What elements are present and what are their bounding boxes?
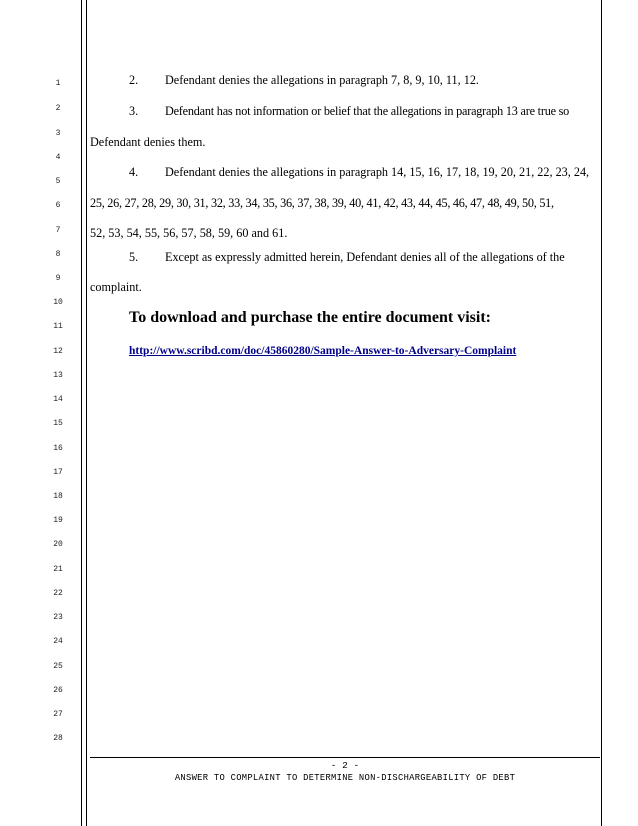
line-number: 17: [53, 468, 63, 477]
paragraph-line: 25, 26, 27, 28, 29, 30, 31, 32, 33, 34, 35, 36, 37, 38, 39, 40, 41, 42, 43, 44, 45, 46, 47, 48, 49, 50, 51,: [90, 196, 554, 210]
left-margin-rule: [86, 0, 87, 826]
right-margin-rule: [601, 0, 602, 826]
paragraph-number: 4.: [129, 165, 139, 179]
paragraph-line: Defendant denies the allegations in paragraph 7, 8, 9, 10, 11, 12.: [165, 73, 479, 87]
paragraph-line: 52, 53, 54, 55, 56, 57, 58, 59, 60 and 61.: [90, 226, 288, 240]
page-number: - 2 -: [330, 760, 360, 771]
line-number: 25: [53, 662, 63, 671]
footer-rule: [90, 757, 600, 758]
line-number: 14: [53, 395, 63, 404]
line-number: 5: [55, 177, 61, 186]
line-number: 9: [55, 274, 61, 283]
line-number: 2: [55, 104, 61, 113]
line-number: 21: [53, 565, 63, 574]
paragraph-line: Defendant denies the allegations in paragraph 14, 15, 16, 17, 18, 19, 20, 21, 22, 23, 24,: [165, 165, 590, 179]
paragraph-number: 2.: [129, 73, 139, 87]
paragraph-line: Except as expressly admitted herein, Defendant denies all of the allegations of the: [165, 250, 565, 264]
download-heading: To download and purchase the entire document visit:: [129, 309, 491, 326]
line-number: 19: [53, 516, 63, 525]
paragraph-number: 5.: [129, 250, 139, 264]
line-number: 10: [53, 298, 63, 307]
paragraph-line: complaint.: [90, 280, 142, 294]
footer-caption: ANSWER TO COMPLAINT TO DETERMINE NON-DISCHARGEABILITY OF DEBT: [174, 773, 516, 783]
line-number: 6: [55, 201, 61, 210]
paragraph-number: 3.: [129, 104, 139, 118]
line-number: 26: [53, 686, 63, 695]
line-number: 16: [53, 444, 63, 453]
line-number: 28: [53, 734, 63, 743]
line-number: 8: [55, 250, 61, 259]
left-margin-rule: [81, 0, 82, 826]
line-number: 27: [53, 710, 63, 719]
line-number: 7: [55, 226, 61, 235]
line-number: 3: [55, 129, 61, 138]
document-link[interactable]: http://www.scribd.com/doc/45860280/Sample-Answer-to-Adversary-Complaint: [129, 345, 517, 357]
paragraph-line: Defendant has not information or belief that the allegations in paragraph 13 are true so: [165, 104, 570, 118]
line-number: 24: [53, 637, 63, 646]
paragraph-line: Defendant denies them.: [90, 135, 206, 149]
line-number: 22: [53, 589, 63, 598]
line-number: 12: [53, 347, 63, 356]
line-number: 11: [53, 322, 63, 331]
line-number: 15: [53, 419, 63, 428]
line-number: 18: [53, 492, 63, 501]
line-number: 20: [53, 540, 63, 549]
line-number: 13: [53, 371, 63, 380]
line-number: 1: [55, 79, 61, 88]
line-number: 23: [53, 613, 63, 622]
line-number: 4: [55, 153, 61, 162]
